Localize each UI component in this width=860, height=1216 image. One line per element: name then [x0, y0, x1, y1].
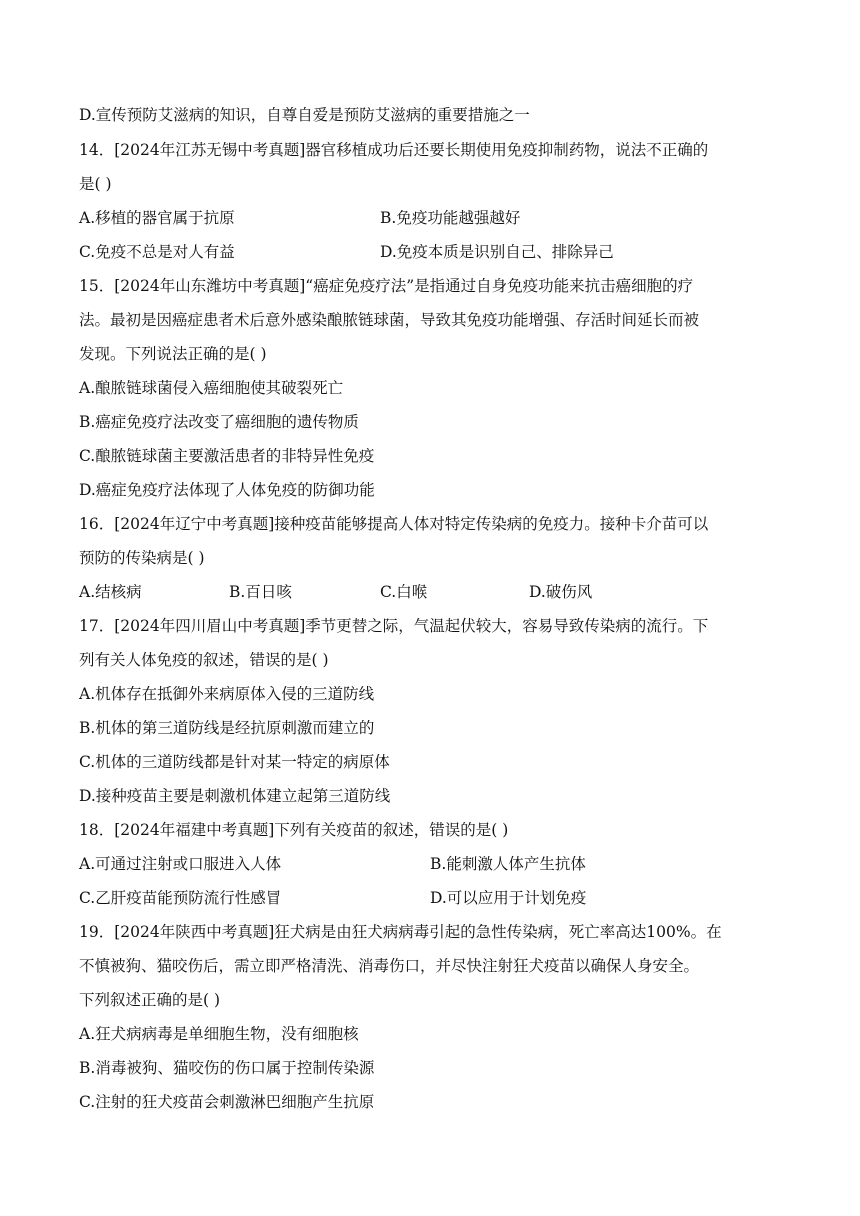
q15-option-c: C.酿脓链球菌主要激活患者的非特异性免疫 — [79, 447, 375, 465]
q14-option-c: C.免疫不总是对人有益 — [79, 243, 235, 261]
q13-option-d: D.宣传预防艾滋病的知识，自尊自爱是预防艾滋病的重要措施之一 — [79, 106, 530, 124]
q18-option-b: B.能刺激人体产生抗体 — [430, 855, 586, 873]
q16-option-b: B.百日咳 — [229, 583, 292, 601]
q16-stem-line-2: 预防的传染病是( ) — [79, 549, 205, 567]
q14-option-b: B.免疫功能越强越好 — [380, 209, 521, 227]
q19-option-a: A.狂犬病病毒是单细胞生物，没有细胞核 — [79, 1025, 359, 1043]
q19-option-c: C.注射的狂犬疫苗会刺激淋巴细胞产生抗原 — [79, 1093, 375, 1111]
q15-stem-line-2: 法。最初是因癌症患者术后意外感染酿脓链球菌，导致其免疫功能增强、存活时间延长而被 — [79, 311, 700, 329]
q17-stem-line-2: 列有关人体免疫的叙述，错误的是( ) — [79, 651, 329, 669]
q15-option-a: A.酿脓链球菌侵入癌细胞使其破裂死亡 — [79, 379, 344, 397]
q17-option-c: C.机体的三道防线都是针对某一特定的病原体 — [79, 753, 390, 771]
q14-option-a: A.移植的器官属于抗原 — [79, 209, 235, 227]
q17-stem-line-1: 17．[2024年四川眉山中考真题]季节更替之际，气温起伏较大，容易导致传染病的流行。下 — [79, 617, 709, 635]
q16-option-a: A.结核病 — [79, 583, 142, 601]
q19-option-b: B.消毒被狗、猫咬伤的伤口属于控制传染源 — [79, 1059, 375, 1077]
q15-stem-line-1: 15．[2024年山东潍坊中考真题]“癌症免疫疗法”是指通过自身免疫功能来抗击癌细胞的疗 — [79, 277, 694, 295]
q14-stem-line-2: 是( ) — [79, 175, 112, 193]
q14-stem-line-1: 14．[2024年江苏无锡中考真题]器官移植成功后还要长期使用免疫抑制药物，说法不正确的 — [79, 141, 709, 159]
q18-option-d: D.可以应用于计划免疫 — [430, 889, 587, 907]
q16-stem-line-1: 16．[2024年辽宁中考真题]接种疫苗能够提高人体对特定传染病的免疫力。接种卡介苗可以 — [79, 515, 709, 533]
q17-option-b: B.机体的第三道防线是经抗原刺激而建立的 — [79, 719, 375, 737]
q15-stem-line-3: 发现。下列说法正确的是( ) — [79, 345, 267, 363]
q18-stem-line-1: 18．[2024年福建中考真题]下列有关疫苗的叙述，错误的是( ) — [79, 821, 509, 839]
q15-option-d: D.癌症免疫疗法体现了人体免疫的防御功能 — [79, 481, 375, 499]
q19-stem-line-3: 下列叙述正确的是( ) — [79, 991, 221, 1009]
q18-option-a: A.可通过注射或口服进入人体 — [79, 855, 282, 873]
q18-option-c: C.乙肝疫苗能预防流行性感冒 — [79, 889, 282, 907]
q16-option-c: C.白喉 — [380, 583, 428, 601]
q16-option-d: D.破伤风 — [529, 583, 593, 601]
q14-option-d: D.免疫本质是识别自己、排除异己 — [380, 243, 614, 261]
q15-option-b: B.癌症免疫疗法改变了癌细胞的遗传物质 — [79, 413, 359, 431]
q17-option-a: A.机体存在抵御外来病原体入侵的三道防线 — [79, 685, 375, 703]
q17-option-d: D.接种疫苗主要是刺激机体建立起第三道防线 — [79, 787, 391, 805]
q19-stem-line-2: 不慎被狗、猫咬伤后，需立即严格清洗、消毒伤口，并尽快注射狂犬疫苗以确保人身安全。 — [79, 957, 700, 975]
q19-stem-line-1: 19．[2024年陕西中考真题]狂犬病是由狂犬病病毒引起的急性传染病，死亡率高达100%。在 — [79, 923, 722, 941]
